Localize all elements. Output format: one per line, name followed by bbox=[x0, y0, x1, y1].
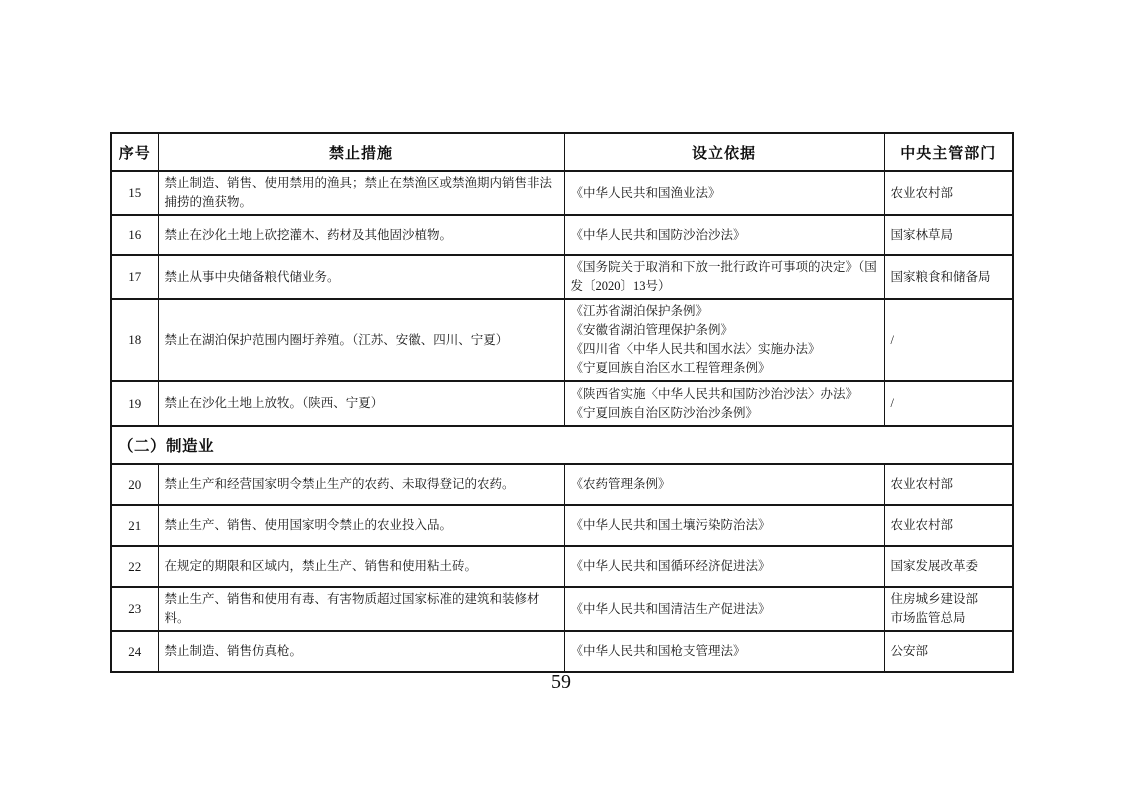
row-number-cell: 24 bbox=[111, 631, 158, 672]
row-number-cell: 20 bbox=[111, 464, 158, 505]
measure-cell: 在规定的期限和区域内，禁止生产、销售和使用粘土砖。 bbox=[158, 546, 564, 587]
department-line: / bbox=[890, 396, 894, 410]
department-cell bbox=[884, 546, 1013, 587]
basis-line: 《中华人民共和国枪支管理法》 bbox=[570, 644, 746, 658]
department-line: 国家粮食和储备局 bbox=[890, 269, 991, 284]
table-header-row bbox=[111, 133, 1013, 171]
basis-cell bbox=[564, 631, 884, 672]
measure-cell: 禁止制造、销售仿真枪。 bbox=[158, 631, 564, 672]
table-row bbox=[111, 215, 1013, 255]
basis-line: 《宁夏回族自治区水工程管理条例》 bbox=[570, 361, 771, 375]
basis-cell bbox=[564, 505, 884, 546]
department-line: 农业农村部 bbox=[890, 185, 954, 200]
row-number-cell: 23 bbox=[111, 587, 158, 631]
col-header-basis: 设立依据 bbox=[564, 133, 884, 171]
row-number-cell: 16 bbox=[111, 215, 158, 255]
row-number-cell: 15 bbox=[111, 171, 158, 215]
basis-line: 《国务院关于取消和下放一批行政许可事项的决定》（国发〔2020〕13号） bbox=[570, 260, 877, 293]
prohibition-table bbox=[110, 132, 1014, 673]
row-number-cell: 17 bbox=[111, 255, 158, 299]
department-cell bbox=[884, 381, 1013, 426]
basis-line: 《中华人民共和国土壤污染防治法》 bbox=[570, 518, 771, 532]
measure-cell: 禁止生产、销售、使用国家明令禁止的农业投入品。 bbox=[158, 505, 564, 546]
department-line: 住房城乡建设部 bbox=[890, 592, 979, 606]
department-line: 农业农村部 bbox=[890, 518, 954, 532]
row-number-cell: 22 bbox=[111, 546, 158, 587]
department-cell bbox=[884, 255, 1013, 299]
basis-cell bbox=[564, 464, 884, 505]
basis-line: 《陕西省实施〈中华人民共和国防沙治沙法〉办法》 bbox=[570, 386, 859, 401]
department-line: 市场监管总局 bbox=[890, 611, 966, 625]
table-row bbox=[111, 255, 1013, 299]
measure-cell: 禁止生产、销售和使用有毒、有害物质超过国家标准的建筑和装修材料。 bbox=[158, 587, 564, 631]
table-row bbox=[111, 587, 1013, 631]
page-number: 59 bbox=[551, 671, 571, 693]
table-row bbox=[111, 464, 1013, 505]
col-header-no: 序号 bbox=[111, 133, 158, 171]
basis-cell bbox=[564, 299, 884, 381]
basis-line: 《中华人民共和国防沙治沙法》 bbox=[570, 227, 746, 242]
section-header-label: （二）制造业 bbox=[111, 426, 1013, 464]
section-header-row bbox=[111, 426, 1013, 464]
measure-cell: 禁止制造、销售、使用禁用的渔具；禁止在禁渔区或禁渔期内销售非法捕捞的渔获物。 bbox=[158, 171, 564, 215]
header-row bbox=[111, 133, 1013, 171]
row-number-cell: 19 bbox=[111, 381, 158, 426]
department-cell bbox=[884, 299, 1013, 381]
department-cell bbox=[884, 215, 1013, 255]
row-number-cell: 21 bbox=[111, 505, 158, 546]
measure-cell: 禁止在沙化土地上砍挖灌木、药材及其他固沙植物。 bbox=[158, 215, 564, 255]
basis-line: 《中华人民共和国渔业法》 bbox=[570, 185, 721, 200]
basis-cell bbox=[564, 381, 884, 426]
department-cell bbox=[884, 631, 1013, 672]
department-line: 国家林草局 bbox=[890, 227, 954, 242]
measure-cell: 禁止在湖泊保护范围内圈圩养殖。（江苏、安徽、四川、宁夏） bbox=[158, 299, 564, 381]
measure-cell: 禁止生产和经营国家明令禁止生产的农药、未取得登记的农药。 bbox=[158, 464, 564, 505]
basis-line: 《四川省〈中华人民共和国水法〉实施办法》 bbox=[570, 342, 821, 356]
row-number-cell: 18 bbox=[111, 299, 158, 381]
basis-cell bbox=[564, 255, 884, 299]
table-body bbox=[111, 171, 1013, 672]
department-line: 国家发展改革委 bbox=[890, 559, 979, 573]
department-cell bbox=[884, 505, 1013, 546]
basis-cell bbox=[564, 546, 884, 587]
department-cell bbox=[884, 171, 1013, 215]
basis-line: 《中华人民共和国清洁生产促进法》 bbox=[570, 601, 771, 616]
col-header-department: 中央主管部门 bbox=[884, 133, 1013, 171]
table-row bbox=[111, 381, 1013, 426]
basis-line: 《宁夏回族自治区防沙治沙条例》 bbox=[570, 405, 759, 420]
table-row bbox=[111, 299, 1013, 381]
basis-line: 《中华人民共和国循环经济促进法》 bbox=[570, 559, 771, 573]
department-line: / bbox=[890, 332, 894, 347]
col-header-measure: 禁止措施 bbox=[158, 133, 564, 171]
table-row bbox=[111, 505, 1013, 546]
department-line: 公安部 bbox=[890, 644, 929, 658]
basis-line: 《安徽省湖泊管理保护条例》 bbox=[570, 323, 734, 337]
basis-line: 《江苏省湖泊保护条例》 bbox=[570, 304, 709, 318]
department-cell bbox=[884, 464, 1013, 505]
basis-cell bbox=[564, 171, 884, 215]
table-row bbox=[111, 631, 1013, 672]
table-row bbox=[111, 546, 1013, 587]
department-line: 农业农村部 bbox=[890, 477, 954, 491]
department-cell bbox=[884, 587, 1013, 631]
measure-cell: 禁止在沙化土地上放牧。（陕西、宁夏） bbox=[158, 381, 564, 426]
basis-line: 《农药管理条例》 bbox=[570, 477, 671, 491]
measure-cell: 禁止从事中央储备粮代储业务。 bbox=[158, 255, 564, 299]
basis-cell bbox=[564, 587, 884, 631]
basis-cell bbox=[564, 215, 884, 255]
table-row bbox=[111, 171, 1013, 215]
